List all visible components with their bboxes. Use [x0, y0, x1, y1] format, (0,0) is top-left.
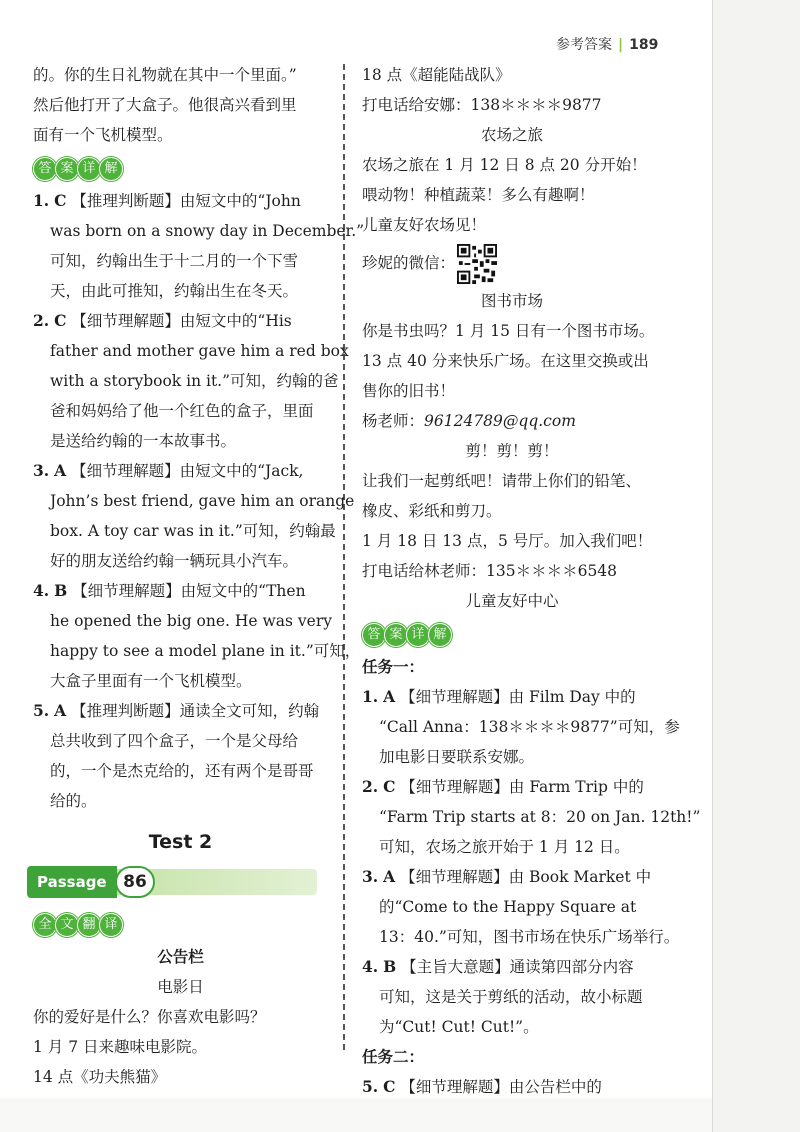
answer-number: 1.	[362, 687, 379, 706]
answer-line: 可知，农场之旅开始于 1 月 12 日。	[379, 838, 630, 856]
tag-char: 文	[55, 913, 79, 937]
left-column	[33, 60, 365, 1092]
tag-char: 答	[33, 157, 57, 181]
film-line: 打电话给安娜：138＊＊＊＊9877	[362, 96, 602, 114]
cut-title: 剪！剪！剪！	[465, 442, 559, 460]
tag-char: 案	[384, 623, 408, 647]
tag-char: 详	[77, 157, 101, 181]
answer-number: 2.	[33, 311, 50, 330]
task-one-heading: 任务一：	[362, 657, 425, 676]
answer-line: 可知，约翰出生于十二月的一个下雪	[50, 252, 299, 270]
wechat-line	[362, 240, 662, 286]
answer-line: 加电影日要联系安娜。	[379, 748, 535, 766]
answer-line: 【细节理解题】由短文中的“His	[71, 312, 292, 330]
tag-char: 翻	[77, 913, 101, 937]
answer-explanation-tag	[362, 618, 450, 648]
header-separator: |	[618, 37, 624, 53]
tag-char: 解	[428, 623, 452, 647]
answer-number: 3.	[362, 867, 379, 886]
answer-letter: C	[383, 777, 396, 796]
answer-line: 是送给约翰的一本故事书。	[50, 432, 237, 450]
answer-line: 【主旨大意题】通读第四部分内容	[401, 958, 634, 976]
answer-item	[362, 952, 662, 1042]
answer-letter: A	[54, 701, 67, 720]
tag-char: 答	[362, 623, 386, 647]
column-divider	[343, 64, 345, 1050]
answer-line: 给的。	[50, 792, 97, 810]
farm-title: 农场之旅	[480, 126, 543, 144]
board-title: 公告栏	[157, 947, 204, 966]
film-line: 1 月 7 日来趣味电影院。	[33, 1038, 208, 1056]
answer-line: 的，一个是杰克给的，还有两个是哥哥	[50, 762, 314, 780]
answer-line: 【细节理解题】由 Book Market 中	[400, 868, 652, 886]
right-column	[362, 60, 701, 1102]
book-contact	[362, 406, 662, 436]
page-header	[556, 34, 658, 54]
answer-number: 3.	[33, 461, 50, 480]
page-number: 189	[629, 37, 659, 53]
tag-char: 案	[55, 157, 79, 181]
farm-line: 农场之旅在 1 月 12 日 8 点 20 分开始！	[362, 156, 647, 174]
answer-line: 【推理判断题】由短文中的“John	[71, 192, 301, 210]
cut-line: 1 月 18 日 13 点，5 号厅。加入我们吧！	[362, 532, 653, 550]
answer-line: father and mother gave him a red box	[50, 342, 349, 360]
answer-letter: C	[54, 191, 67, 210]
film-title: 电影日	[157, 978, 204, 996]
answer-number: 5.	[362, 1077, 379, 1096]
answer-number: 4.	[33, 581, 50, 600]
book-title: 图书市场	[480, 292, 543, 310]
answer-number: 1.	[33, 191, 50, 210]
answer-line: was born on a snowy day in December.”	[50, 222, 365, 240]
wechat-label: 珍妮的微信：	[362, 254, 456, 272]
answer-item	[362, 862, 680, 952]
book-line: 你是书虫吗？1 月 15 日有一个图书市场。	[362, 322, 655, 340]
answer-letter: A	[383, 687, 396, 706]
answer-line: “Farm Trip starts at 8：20 on Jan. 12th!”	[379, 808, 701, 826]
answer-line: 为“Cut! Cut! Cut!”。	[379, 1018, 539, 1036]
answer-line: 13：40.”可知，图书市场在快乐广场举行。	[379, 928, 680, 946]
story-line: 的。你的生日礼物就在其中一个里面。”	[33, 66, 297, 84]
answer-line: 【细节理解题】由 Farm Trip 中的	[400, 778, 644, 796]
film-line: 14 点《功夫熊猫》	[33, 1068, 167, 1086]
answer-number: 2.	[362, 777, 379, 796]
answer-line: 【细节理解题】由 Film Day 中的	[400, 688, 636, 706]
tag-char: 译	[99, 913, 123, 937]
answer-item	[33, 186, 365, 306]
tag-char: 全	[33, 913, 57, 937]
answer-letter: A	[54, 461, 67, 480]
answer-letter: B	[54, 581, 68, 600]
answer-line: John’s best friend, gave him an orange	[50, 492, 355, 510]
center-name: 儿童友好中心	[465, 592, 559, 610]
farm-line: 喂动物！种植蔬菜！多么有趣啊！	[362, 186, 595, 204]
answer-line: “Call Anna：138＊＊＊＊9877”可知，参	[379, 718, 680, 736]
answer-letter: B	[383, 957, 397, 976]
answer-number: 4.	[362, 957, 379, 976]
cut-line: 橡皮、彩纸和剪刀。	[362, 502, 502, 520]
farm-line: 儿童友好农场见！	[362, 216, 487, 234]
answer-explanation-tag	[33, 152, 121, 182]
answer-line: 爸和妈妈给了他一个红色的盒子，里面	[50, 402, 314, 420]
full-translation-tag	[33, 908, 121, 938]
answer-item	[362, 682, 680, 772]
answer-item	[33, 456, 355, 576]
answer-item	[33, 696, 328, 816]
tag-char: 解	[99, 157, 123, 181]
answer-item	[33, 576, 361, 696]
cut-line: 打电话给林老师：135＊＊＊＊6548	[362, 562, 618, 580]
answer-line: he opened the big one. He was very	[50, 612, 332, 630]
answer-line: 大盒子里面有一个飞机模型。	[50, 672, 252, 690]
tag-char: 详	[406, 623, 430, 647]
answer-line: 【细节理解题】由短文中的“Jack,	[71, 462, 304, 480]
film-line: 你的爱好是什么？你喜欢电影吗？	[33, 1008, 266, 1026]
qr-code-icon	[457, 244, 497, 284]
answer-item	[362, 1072, 662, 1102]
answer-line: 总共收到了四个盒子，一个是父母给	[50, 732, 299, 750]
page-edge-shadow	[712, 0, 800, 1132]
answer-line: 【细节理解题】由短文中的“Then	[72, 582, 306, 600]
passage-banner	[27, 866, 323, 898]
story-line: 然后他打开了大盒子。他很高兴看到里	[33, 96, 297, 114]
answer-line: 【推理判断题】通读全文可知，约翰	[71, 702, 320, 720]
section-title: 参考答案	[556, 37, 612, 53]
passage-label: Passage	[27, 866, 117, 898]
answer-line: 可知，这是关于剪纸的活动，故小标题	[379, 988, 643, 1006]
contact-prefix: 杨老师：	[362, 412, 425, 430]
film-line: 18 点《超能陆战队》	[362, 66, 511, 84]
passage-number: 86	[115, 866, 155, 898]
answer-item	[362, 772, 701, 862]
answer-letter: A	[383, 867, 396, 886]
story-line: 面有一个飞机模型。	[33, 126, 173, 144]
answer-line: 【细节理解题】由公告栏中的	[400, 1078, 602, 1096]
answer-line: 好的朋友送给约翰一辆玩具小汽车。	[50, 552, 299, 570]
page-bottom-margin	[0, 1098, 712, 1132]
answer-line: happy to see a model plane in it.”可知，	[50, 642, 361, 660]
answer-line: 天，由此可推知，约翰出生在冬天。	[50, 282, 299, 300]
answer-line: 的“Come to the Happy Square at	[379, 898, 637, 916]
answer-line: box. A toy car was in it.”可知，约翰最	[50, 522, 336, 540]
answer-letter: C	[54, 311, 67, 330]
answer-item	[33, 306, 349, 456]
book-line: 售你的旧书！	[362, 382, 456, 400]
task-two-heading: 任务二：	[362, 1047, 425, 1066]
contact-email: 96124789@qq.com	[424, 412, 576, 430]
answer-number: 5.	[33, 701, 50, 720]
answer-letter: C	[383, 1077, 396, 1096]
answer-line: with a storybook in it.”可知，约翰的爸	[50, 372, 339, 390]
cut-line: 让我们一起剪纸吧！请带上你们的铅笔、	[362, 472, 642, 490]
test-title: Test 2	[148, 831, 213, 853]
book-line: 13 点 40 分来快乐广场。在这里交换或出	[362, 352, 649, 370]
